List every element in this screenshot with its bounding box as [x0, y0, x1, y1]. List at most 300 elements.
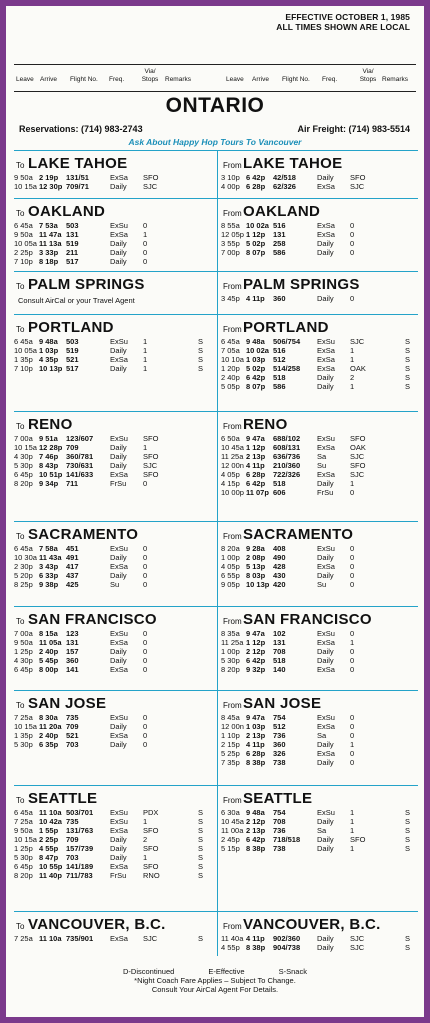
column-headers — [14, 64, 416, 92]
flight-row — [221, 553, 417, 562]
flight-number: 512 — [273, 355, 286, 364]
via-stops: 1 — [350, 479, 355, 488]
flight-number: 141 — [66, 665, 79, 674]
arrive-time: 10 42a — [39, 817, 62, 826]
leave-time: 5 30p — [14, 853, 33, 862]
leave-time: 5 25p — [221, 749, 240, 758]
via-stops: 0 — [350, 647, 355, 656]
flight-row — [14, 844, 210, 853]
from-label: From — [223, 282, 242, 291]
via-stops: 0 — [143, 221, 148, 230]
remarks: S — [405, 346, 411, 355]
arrive-time: 6 42p — [246, 373, 266, 382]
flight-number: 521 — [66, 731, 79, 740]
arrive-time: 2 13p — [246, 452, 266, 461]
arrive-time: 4 55p — [39, 844, 59, 853]
flight-row — [14, 638, 210, 647]
flight-number: 711 — [66, 479, 79, 488]
leave-time: 7 25a — [14, 934, 33, 943]
flight-row — [14, 337, 210, 346]
flight-row — [14, 461, 210, 470]
arrive-time: 6 42p — [246, 173, 266, 182]
leave-time: 6 45a — [14, 221, 33, 230]
arrive-time: 11 07p — [246, 488, 269, 497]
flight-number: 709 — [66, 835, 79, 844]
arrive-time: 5 13p — [246, 562, 266, 571]
arrive-time: 11 10a — [39, 934, 62, 943]
to-destination — [14, 607, 210, 629]
to-destination — [14, 786, 210, 808]
frequency: Daily — [110, 461, 127, 470]
leave-time: 1 25p — [14, 844, 33, 853]
column-divider — [217, 412, 218, 521]
from-destination — [221, 151, 417, 173]
arrive-time: 6 28p — [246, 182, 266, 191]
via-stops: SJC — [350, 182, 365, 191]
leave-time: 6 45p — [14, 665, 33, 674]
arrive-time: 2 08p — [246, 553, 266, 562]
flight-number: 123/607 — [66, 434, 94, 443]
flight-row — [221, 355, 417, 364]
hdr-freq: Freq. — [109, 76, 125, 83]
frequency: Daily — [317, 553, 334, 562]
flight-row — [14, 862, 210, 871]
remarks: S — [198, 853, 204, 862]
arrive-time: 4 11p — [246, 740, 265, 749]
destination-name: SEATTLE — [28, 790, 98, 807]
arrive-time: 9 51a — [39, 434, 58, 443]
leave-time: 4 00p — [221, 182, 240, 191]
flight-number: 735/901 — [66, 934, 94, 943]
destination-name: SAN FRANCISCO — [28, 611, 157, 628]
via-stops: SFO — [143, 434, 159, 443]
via-stops: 1 — [350, 826, 355, 835]
flight-number: 636/736 — [273, 452, 301, 461]
flight-row — [14, 182, 210, 191]
leave-time: 5 20p — [14, 571, 33, 580]
to-label: To — [16, 701, 25, 710]
frequency: ExSa — [317, 638, 335, 647]
flight-row — [14, 443, 210, 452]
from-destination — [221, 522, 417, 544]
arrive-time: 8 07p — [246, 248, 266, 257]
flight-number: 141/189 — [66, 862, 94, 871]
flight-number: 131 — [273, 230, 286, 239]
arrive-time: 4 35p — [39, 355, 59, 364]
via-stops: SFO — [143, 470, 159, 479]
via-stops: 0 — [350, 665, 355, 674]
hdr-flight: Flight No. — [70, 76, 98, 83]
leave-time: 7 00a — [14, 434, 33, 443]
flight-row — [221, 544, 417, 553]
flight-number: 730/631 — [66, 461, 94, 470]
leave-time: 10 15a — [14, 443, 37, 452]
leave-time: 8 45a — [221, 713, 240, 722]
arrive-time: 8 38p — [246, 943, 266, 952]
flight-number: 360 — [66, 656, 79, 665]
frequency: Daily — [110, 844, 127, 853]
leave-time: 5 30p — [14, 740, 33, 749]
hdr-via-2: Via/ — [362, 68, 374, 75]
frequency: ExSu — [317, 629, 335, 638]
arrive-time: 8 38p — [246, 844, 266, 853]
frequency: ExSa — [317, 346, 335, 355]
leave-time: 1 20p — [221, 364, 240, 373]
frequency: Daily — [317, 817, 334, 826]
flight-number: 123 — [66, 629, 79, 638]
frequency: ExSa — [317, 722, 335, 731]
to-column — [14, 786, 210, 880]
leave-time: 8 20a — [221, 544, 240, 553]
flight-row — [221, 294, 417, 303]
leave-time: 1 25p — [14, 647, 33, 656]
flight-row — [221, 434, 417, 443]
local-time-note: ALL TIMES SHOWN ARE LOCAL — [276, 22, 410, 32]
frequency: FrSu — [110, 479, 127, 488]
arrive-time: 2 19p — [39, 173, 59, 182]
destination-name: PORTLAND — [28, 319, 114, 336]
flight-number: 608/131 — [273, 443, 301, 452]
via-stops: 0 — [143, 638, 148, 647]
flight-row — [221, 713, 417, 722]
flight-row — [221, 562, 417, 571]
frequency: Daily — [110, 248, 127, 257]
legend — [6, 967, 424, 976]
leave-time: 5 05p — [221, 382, 240, 391]
flight-row — [14, 355, 210, 364]
from-label: From — [223, 922, 242, 931]
flight-number: 131 — [66, 230, 79, 239]
arrive-time: 9 48a — [246, 337, 265, 346]
flight-row — [14, 470, 210, 479]
from-destination — [221, 412, 417, 434]
remarks: S — [198, 844, 204, 853]
flight-number: 521 — [66, 355, 79, 364]
via-stops: 0 — [143, 479, 148, 488]
flight-row — [221, 817, 417, 826]
frequency: Daily — [317, 294, 334, 303]
via-stops: 1 — [143, 364, 148, 373]
destination-name: PORTLAND — [243, 319, 329, 336]
remarks: S — [198, 862, 204, 871]
flight-row — [221, 373, 417, 382]
arrive-time: 10 55p — [39, 862, 63, 871]
frequency: Su — [317, 580, 327, 589]
frequency: Daily — [317, 479, 334, 488]
flight-number: 708 — [273, 817, 286, 826]
frequency: FrSu — [110, 871, 127, 880]
arrive-time: 5 02p — [246, 364, 266, 373]
flight-row — [221, 808, 417, 817]
flight-row — [221, 638, 417, 647]
leave-time: 2 45p — [221, 835, 240, 844]
flight-number: 131/51 — [66, 173, 89, 182]
remarks: S — [198, 871, 204, 880]
route-section — [14, 521, 418, 606]
leave-time: 10 45a — [221, 443, 244, 452]
to-destination — [14, 272, 210, 294]
flight-row — [14, 817, 210, 826]
from-column — [221, 412, 417, 497]
column-divider — [217, 151, 218, 198]
leave-time: 10 00p — [221, 488, 244, 497]
flight-number: 102 — [273, 629, 286, 638]
arrive-time: 2 13p — [246, 826, 266, 835]
flight-number: 506/754 — [273, 337, 301, 346]
footer — [6, 967, 424, 994]
via-stops: SFO — [350, 434, 366, 443]
frequency: Daily — [110, 656, 127, 665]
arrive-time: 9 48a — [246, 808, 265, 817]
leave-time: 1 00p — [221, 553, 240, 562]
flight-number: 586 — [273, 382, 286, 391]
leave-time: 2 40p — [221, 373, 240, 382]
via-stops: SJC — [350, 934, 365, 943]
to-destination — [14, 151, 210, 173]
frequency: ExSa — [110, 173, 128, 182]
flight-row — [14, 835, 210, 844]
frequency: Daily — [110, 853, 127, 862]
footer-note-2: Consult Your AirCal Agent For Details. — [151, 985, 279, 994]
leave-time: 9 05p — [221, 580, 240, 589]
hdr-leave-2: Leave — [226, 76, 244, 83]
flight-row — [221, 758, 417, 767]
flight-number: 904/738 — [273, 943, 301, 952]
flight-row — [221, 364, 417, 373]
via-stops: 2 — [350, 373, 355, 382]
via-stops: 0 — [350, 553, 355, 562]
leave-time: 10 05a — [14, 346, 37, 355]
frequency: Daily — [110, 443, 127, 452]
frequency: ExSu — [110, 434, 128, 443]
effective-header — [276, 12, 410, 32]
flight-row — [221, 722, 417, 731]
column-divider — [217, 607, 218, 690]
arrive-time: 9 32p — [246, 665, 266, 674]
flight-number: 517 — [66, 364, 79, 373]
flight-number: 360 — [273, 740, 286, 749]
arrive-time: 8 30a — [39, 713, 58, 722]
leave-time: 3 55p — [221, 239, 240, 248]
destination-name: SAN FRANCISCO — [243, 611, 372, 628]
arrive-time: 11 13a — [39, 239, 62, 248]
leave-time: 11 40a — [221, 934, 244, 943]
frequency: Daily — [317, 382, 334, 391]
via-stops: 0 — [350, 713, 355, 722]
leave-time: 6 30a — [221, 808, 240, 817]
leave-time: 7 00p — [221, 248, 240, 257]
flight-row — [221, 844, 417, 853]
flight-row — [14, 562, 210, 571]
leave-time: 6 45p — [14, 862, 33, 871]
route-section — [14, 785, 418, 911]
frequency: Sa — [317, 826, 327, 835]
flight-number: 157/739 — [66, 844, 94, 853]
flight-number: 62/326 — [273, 182, 296, 191]
via-stops: OAK — [350, 443, 366, 452]
flight-row — [14, 871, 210, 880]
via-stops: SJC — [350, 337, 365, 346]
remarks: S — [405, 826, 411, 835]
from-label: From — [223, 422, 242, 431]
via-stops: SJC — [350, 452, 365, 461]
leave-time: 8 20p — [14, 479, 33, 488]
to-label: To — [16, 617, 25, 626]
arrive-time: 9 47a — [246, 629, 265, 638]
flight-row — [221, 461, 417, 470]
arrive-time: 6 42p — [246, 656, 266, 665]
from-column — [221, 272, 417, 303]
arrive-time: 2 12p — [246, 817, 266, 826]
via-stops: 0 — [143, 257, 148, 266]
via-stops: 0 — [350, 749, 355, 758]
to-label: To — [16, 209, 25, 218]
flight-row — [14, 853, 210, 862]
remarks: S — [198, 934, 204, 943]
legend-snack: S-Snack — [278, 967, 307, 976]
via-stops: 0 — [350, 580, 355, 589]
frequency: Daily — [317, 373, 334, 382]
frequency: Daily — [110, 239, 127, 248]
column-divider — [217, 199, 218, 271]
remarks: S — [198, 346, 204, 355]
arrive-time: 12 28p — [39, 443, 63, 452]
via-stops: 1 — [143, 443, 148, 452]
flight-row — [14, 713, 210, 722]
remarks: S — [405, 337, 411, 346]
flight-number: 157 — [66, 647, 79, 656]
leave-time: 7 00a — [14, 629, 33, 638]
frequency: ExSa — [110, 665, 128, 674]
destination-name: RENO — [28, 416, 73, 433]
leave-time: 4 30p — [14, 656, 33, 665]
flight-row — [221, 943, 417, 952]
flight-row — [221, 571, 417, 580]
flight-row — [221, 221, 417, 230]
route-section — [14, 198, 418, 271]
flight-number: 131 — [273, 638, 286, 647]
to-column — [14, 272, 210, 305]
arrive-time: 3 33p — [39, 248, 59, 257]
via-stops: 1 — [143, 346, 148, 355]
flight-number: 517 — [66, 257, 79, 266]
flight-number: 408 — [273, 544, 286, 553]
flight-row — [221, 629, 417, 638]
destination-name: LAKE TAHOE — [28, 155, 128, 172]
leave-time: 1 35p — [14, 731, 33, 740]
from-destination — [221, 691, 417, 713]
flight-number: 491 — [66, 553, 79, 562]
leave-time: 4 05p — [221, 470, 240, 479]
arrive-time: 4 11p — [246, 294, 265, 303]
frequency: Daily — [317, 758, 334, 767]
via-stops: 1 — [143, 853, 148, 862]
frequency: ExSa — [317, 364, 335, 373]
frequency: ExSa — [317, 221, 335, 230]
frequency: ExSa — [110, 562, 128, 571]
arrive-time: 8 18p — [39, 257, 59, 266]
frequency: ExSa — [110, 862, 128, 871]
via-stops: 1 — [350, 740, 355, 749]
to-destination — [14, 522, 210, 544]
frequency: Daily — [110, 257, 127, 266]
frequency: Daily — [110, 835, 127, 844]
flight-number: 518 — [273, 656, 286, 665]
via-stops: OAK — [350, 364, 366, 373]
frequency: Su — [317, 461, 327, 470]
flight-row — [221, 580, 417, 589]
flight-row — [221, 346, 417, 355]
arrive-time: 5 45p — [39, 656, 59, 665]
arrive-time: 11 43a — [39, 553, 62, 562]
via-stops: 0 — [143, 629, 148, 638]
leave-time: 1 00p — [221, 647, 240, 656]
flight-row — [14, 346, 210, 355]
flight-number: 210/360 — [273, 461, 301, 470]
from-column — [221, 912, 417, 952]
leave-time: 9 50a — [14, 230, 33, 239]
via-stops: 0 — [143, 722, 148, 731]
frequency: Daily — [110, 647, 127, 656]
flight-row — [14, 656, 210, 665]
reservations-phone: Reservations: (714) 983-2743 — [19, 124, 143, 134]
flight-row — [14, 452, 210, 461]
flight-number: 420 — [273, 580, 286, 589]
flight-number: 437 — [66, 571, 79, 580]
arrive-time: 6 42p — [246, 479, 266, 488]
leave-time: 3 45p — [221, 294, 240, 303]
via-stops: 0 — [350, 294, 355, 303]
to-column — [14, 315, 210, 373]
via-stops: SFO — [350, 173, 366, 182]
remarks: S — [405, 364, 411, 373]
arrive-time: 3 43p — [39, 562, 59, 571]
leave-time: 12 00n — [221, 461, 244, 470]
arrive-time: 11 05a — [39, 638, 62, 647]
from-column — [221, 522, 417, 589]
to-column — [14, 912, 210, 943]
from-label: From — [223, 325, 242, 334]
via-stops: 0 — [143, 562, 148, 571]
flight-row — [221, 731, 417, 740]
flight-number: 425 — [66, 580, 79, 589]
flight-number: 703 — [66, 853, 79, 862]
leave-time: 9 50a — [14, 638, 33, 647]
leave-time: 8 35a — [221, 629, 240, 638]
via-stops: 0 — [143, 239, 148, 248]
via-stops: 1 — [350, 346, 355, 355]
remarks: S — [405, 844, 411, 853]
from-destination — [221, 272, 417, 294]
from-label: From — [223, 701, 242, 710]
flight-row — [221, 479, 417, 488]
flight-number: 709 — [66, 443, 79, 452]
arrive-time: 4 11p — [246, 461, 265, 470]
leave-time: 7 25a — [14, 713, 33, 722]
flight-row — [221, 665, 417, 674]
frequency: ExSa — [317, 355, 335, 364]
column-divider — [217, 272, 218, 314]
frequency: Daily — [317, 173, 334, 182]
remarks: S — [405, 382, 411, 391]
frequency: ExSa — [110, 731, 128, 740]
route-section — [14, 150, 418, 198]
via-stops: 0 — [143, 731, 148, 740]
to-label: To — [16, 282, 25, 291]
destination-name: RENO — [243, 416, 288, 433]
via-stops: 0 — [350, 731, 355, 740]
to-destination — [14, 912, 210, 934]
